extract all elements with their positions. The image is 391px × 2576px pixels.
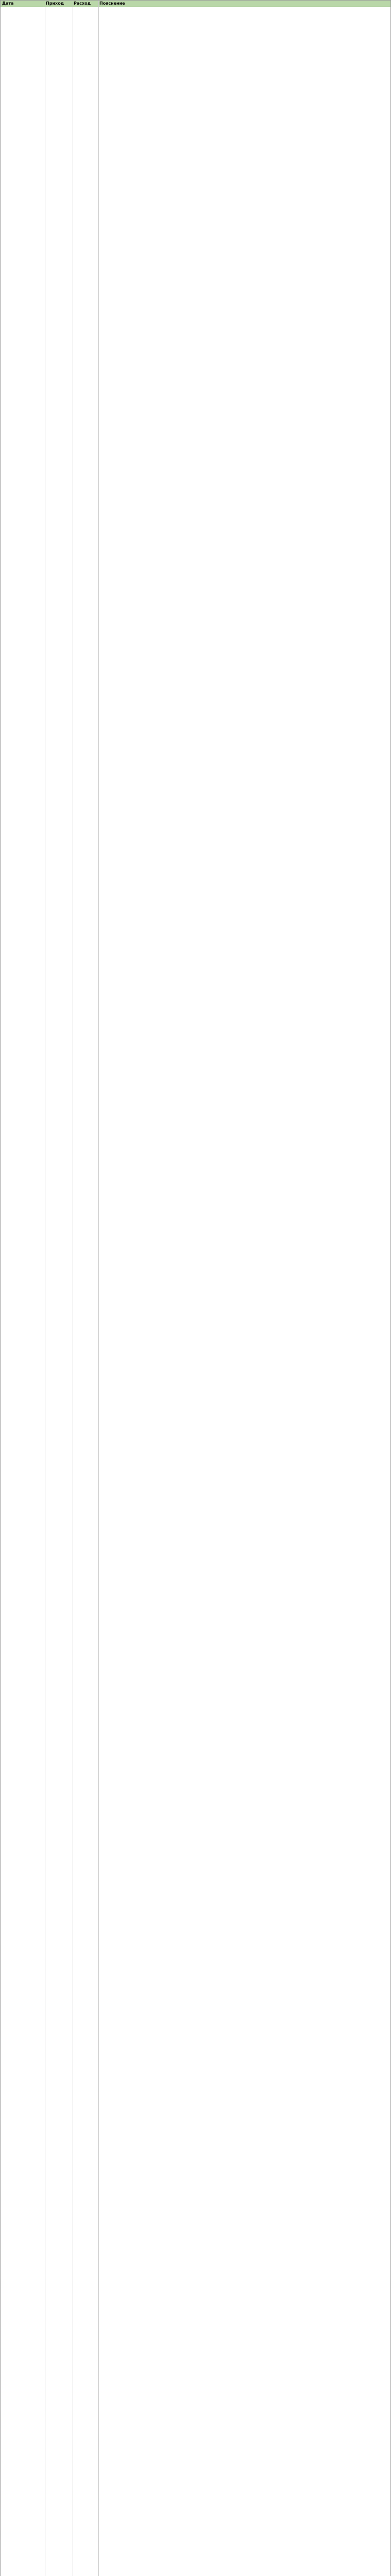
column-divider <box>98 1 99 2576</box>
header-date: Дата <box>2 1 14 6</box>
header-income: Приход <box>46 1 64 6</box>
header-expense: Расход <box>74 1 91 6</box>
table-header <box>1 1 390 7</box>
header-description: Пояснение <box>99 1 125 6</box>
